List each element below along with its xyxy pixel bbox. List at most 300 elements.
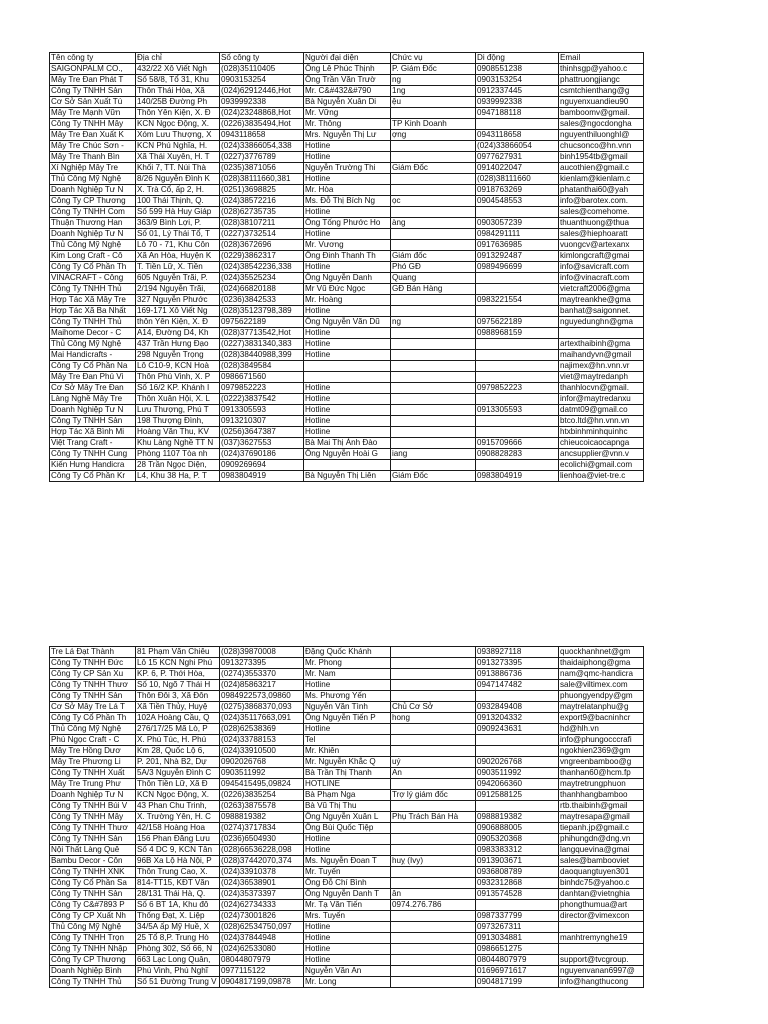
address-cell[interactable]: Số 51 Đường Trung V	[136, 977, 220, 988]
mobile-cell[interactable]: 0989496699	[476, 262, 559, 273]
company-phone-cell[interactable]: (024)38542236,338	[220, 262, 304, 273]
address-cell[interactable]: Phú Vinh, Phú Nghĩ	[136, 966, 220, 977]
column-header[interactable]: Tên công ty	[50, 53, 136, 64]
email-cell[interactable]: ancsupplier@vnn.v	[559, 449, 644, 460]
position-cell[interactable]	[391, 152, 476, 163]
representative-cell[interactable]: Hotline	[304, 229, 391, 240]
mobile-cell[interactable]: 0947188118	[476, 108, 559, 119]
position-cell[interactable]	[391, 801, 476, 812]
company-name-cell[interactable]: Công Ty TNHH Búi V	[50, 801, 136, 812]
email-cell[interactable]: sale@viltimex.com	[559, 680, 644, 691]
address-cell[interactable]: 2/194 Nguyễn Trãi,	[136, 284, 220, 295]
representative-cell[interactable]: Ông Đỗ Chí Bình	[304, 878, 391, 889]
representative-cell[interactable]: Mr. Nam	[304, 669, 391, 680]
mobile-cell[interactable]	[476, 460, 559, 471]
email-cell[interactable]: thanhhangbamboo	[559, 790, 644, 801]
company-phone-cell[interactable]: 0902026768	[220, 757, 304, 768]
position-cell[interactable]	[391, 174, 476, 185]
company-name-cell[interactable]: Mây Tre Mạnh Vữn	[50, 108, 136, 119]
mobile-cell[interactable]	[476, 801, 559, 812]
position-cell[interactable]	[391, 427, 476, 438]
mobile-cell[interactable]	[476, 394, 559, 405]
representative-cell[interactable]: Đặng Quốc Khánh	[304, 647, 391, 658]
address-cell[interactable]: X. Phú Túc, H. Phú	[136, 735, 220, 746]
position-cell[interactable]	[391, 339, 476, 350]
representative-cell[interactable]: Ông Trần Văn Trườ	[304, 75, 391, 86]
email-cell[interactable]: nguyenthiluonghl@	[559, 130, 644, 141]
company-phone-cell[interactable]: (0236)6504930	[220, 834, 304, 845]
representative-cell[interactable]: Mr. Khiên	[304, 746, 391, 757]
mobile-cell[interactable]: 0903153254	[476, 75, 559, 86]
position-cell[interactable]: ệu	[391, 97, 476, 108]
position-cell[interactable]	[391, 823, 476, 834]
position-cell[interactable]: Quang	[391, 273, 476, 284]
position-cell[interactable]: Giám đốc	[391, 251, 476, 262]
email-cell[interactable]: director@vimexcon	[559, 911, 644, 922]
company-phone-cell[interactable]: (028)38111660,381	[220, 174, 304, 185]
company-name-cell[interactable]: Xí Nghiệp Mây Tre	[50, 163, 136, 174]
representative-cell[interactable]: Bà Vũ Thị Thu	[304, 801, 391, 812]
address-cell[interactable]: Thôn Tiền Lữ, Xã Đ	[136, 779, 220, 790]
company-name-cell[interactable]: Thuận Thương Han	[50, 218, 136, 229]
representative-cell[interactable]: Nguyễn Trường Thi	[304, 163, 391, 174]
company-name-cell[interactable]: Kim Long Craft - Cô	[50, 251, 136, 262]
company-phone-cell[interactable]: 0945415495,09824	[220, 779, 304, 790]
representative-cell[interactable]: Bà Nguyễn Thị Liên	[304, 471, 391, 482]
position-cell[interactable]	[391, 438, 476, 449]
address-cell[interactable]: thôn Yên Kiện, X. Đ	[136, 317, 220, 328]
mobile-cell[interactable]: 0913903671	[476, 856, 559, 867]
position-cell[interactable]: hong	[391, 713, 476, 724]
company-name-cell[interactable]: Mây Tre Đan Phát T	[50, 75, 136, 86]
email-cell[interactable]: csmtchienthang@g	[559, 86, 644, 97]
company-phone-cell[interactable]: (024)36538901	[220, 878, 304, 889]
company-name-cell[interactable]: Kiến Hưng Handicra	[50, 460, 136, 471]
representative-cell[interactable]: Tel	[304, 735, 391, 746]
position-cell[interactable]: ng	[391, 317, 476, 328]
representative-cell[interactable]: Ông Nguyễn Danh T	[304, 889, 391, 900]
email-cell[interactable]: chieucoicaocapnga	[559, 438, 644, 449]
company-phone-cell[interactable]: (0236)3842533	[220, 295, 304, 306]
mobile-cell[interactable]: 0905320368	[476, 834, 559, 845]
position-cell[interactable]: Phó GĐ	[391, 262, 476, 273]
address-cell[interactable]: Số 01, Lý Thái Tổ, T	[136, 229, 220, 240]
company-name-cell[interactable]: Công Ty CP Thương	[50, 955, 136, 966]
email-cell[interactable]: thaidaiphong@gma	[559, 658, 644, 669]
address-cell[interactable]: 276/17/25 Mã Lò, P	[136, 724, 220, 735]
address-cell[interactable]: Km 28, Quốc Lộ 6,	[136, 746, 220, 757]
position-cell[interactable]: ng	[391, 75, 476, 86]
position-cell[interactable]: 1ng	[391, 86, 476, 97]
representative-cell[interactable]: Mr. Hòa	[304, 185, 391, 196]
mobile-cell[interactable]	[476, 691, 559, 702]
company-name-cell[interactable]: Thủ Công Mỹ Nghệ	[50, 240, 136, 251]
representative-cell[interactable]: Mr Vũ Đức Ngọc	[304, 284, 391, 295]
address-cell[interactable]: 437 Trần Hưng Đạo	[136, 339, 220, 350]
address-cell[interactable]: Thôn Phú Vinh, X. P	[136, 372, 220, 383]
mobile-cell[interactable]	[476, 746, 559, 757]
company-name-cell[interactable]: Thủ Công Mỹ Nghệ	[50, 339, 136, 350]
position-cell[interactable]	[391, 295, 476, 306]
address-cell[interactable]: Số 16/2 KP. Khánh I	[136, 383, 220, 394]
address-cell[interactable]: Số 10, Ngõ 7 Thái H	[136, 680, 220, 691]
company-name-cell[interactable]: Công Ty TNHH Sản	[50, 691, 136, 702]
mobile-cell[interactable]	[476, 339, 559, 350]
address-cell[interactable]: 605 Nguyễn Trãi, P.	[136, 273, 220, 284]
address-cell[interactable]: Lô 70 - 71, Khu Côn	[136, 240, 220, 251]
mobile-cell[interactable]: 0903057239	[476, 218, 559, 229]
company-phone-cell[interactable]: (024)73001826	[220, 911, 304, 922]
company-name-cell[interactable]: Doanh Nghiệp Bình	[50, 966, 136, 977]
mobile-cell[interactable]: 0904817199	[476, 977, 559, 988]
company-name-cell[interactable]: Công Ty Cổ Phần Th	[50, 713, 136, 724]
company-name-cell[interactable]: Hợp Tác Xã Ba Nhất	[50, 306, 136, 317]
company-phone-cell[interactable]: 0979852223	[220, 383, 304, 394]
position-cell[interactable]	[391, 372, 476, 383]
address-cell[interactable]: 432/22 Xô Viết Ngh	[136, 64, 220, 75]
email-cell[interactable]: bamboomv@gmail.	[559, 108, 644, 119]
address-cell[interactable]: T. Tiền Lữ, X. Tiền	[136, 262, 220, 273]
company-name-cell[interactable]: Công Ty CP Thương	[50, 196, 136, 207]
email-cell[interactable]: phongthumua@art	[559, 900, 644, 911]
email-cell[interactable]: quockhanhnet@gm	[559, 647, 644, 658]
representative-cell[interactable]: Ông Đinh Thanh Th	[304, 251, 391, 262]
address-cell[interactable]: 663 Lạc Long Quân,	[136, 955, 220, 966]
mobile-cell[interactable]: 0943118658	[476, 130, 559, 141]
address-cell[interactable]: 156 Phan Đăng Lưu	[136, 834, 220, 845]
email-cell[interactable]: datmt09@gmail.co	[559, 405, 644, 416]
company-phone-cell[interactable]: (0229)3862317	[220, 251, 304, 262]
email-cell[interactable]: tiepanh.jp@gmail.c	[559, 823, 644, 834]
position-cell[interactable]: Giám Đốc	[391, 163, 476, 174]
company-name-cell[interactable]: Doanh Nghiệp Tư N	[50, 185, 136, 196]
company-phone-cell[interactable]: (0226)3835494,Hot	[220, 119, 304, 130]
email-cell[interactable]: thuanthuong@thua	[559, 218, 644, 229]
representative-cell[interactable]: Mr. Vững	[304, 108, 391, 119]
representative-cell[interactable]: Ms. Đỗ Thị Bích Ng	[304, 196, 391, 207]
position-cell[interactable]: Giám Đốc	[391, 471, 476, 482]
company-phone-cell[interactable]: (028)66536228,098	[220, 845, 304, 856]
mobile-cell[interactable]: 0942066360	[476, 779, 559, 790]
company-name-cell[interactable]: Mai Handicrafts -	[50, 350, 136, 361]
address-cell[interactable]: 298 Nguyễn Trọng	[136, 350, 220, 361]
email-cell[interactable]: kimlongcraft@gmai	[559, 251, 644, 262]
mobile-cell[interactable]: 0913292487	[476, 251, 559, 262]
position-cell[interactable]	[391, 944, 476, 955]
representative-cell[interactable]: Hotline	[304, 933, 391, 944]
company-phone-cell[interactable]: (0235)3871056	[220, 163, 304, 174]
email-cell[interactable]: binhdc75@yahoo.c	[559, 878, 644, 889]
position-cell[interactable]: iang	[391, 449, 476, 460]
company-name-cell[interactable]: Doanh Nghiệp Tư N	[50, 790, 136, 801]
position-cell[interactable]	[391, 845, 476, 856]
representative-cell[interactable]: Ms. Phương Yến	[304, 691, 391, 702]
address-cell[interactable]: 43 Phan Chu Trinh,	[136, 801, 220, 812]
address-cell[interactable]: Khối 7, TT. Núi Thà	[136, 163, 220, 174]
address-cell[interactable]: 140/25B Đường Ph	[136, 97, 220, 108]
company-name-cell[interactable]: Công Ty Cổ Phần Na	[50, 361, 136, 372]
mobile-cell[interactable]: 0913886736	[476, 669, 559, 680]
position-cell[interactable]	[391, 328, 476, 339]
address-cell[interactable]: KCN Ngọc Động, X.	[136, 119, 220, 130]
position-cell[interactable]	[391, 724, 476, 735]
representative-cell[interactable]: Mrs. Nguyễn Thị Lư	[304, 130, 391, 141]
position-cell[interactable]: ân	[391, 889, 476, 900]
company-phone-cell[interactable]: 0913273395	[220, 658, 304, 669]
company-phone-cell[interactable]: 0909269694	[220, 460, 304, 471]
representative-cell[interactable]: Ông Nguyễn Tiến P	[304, 713, 391, 724]
address-cell[interactable]: KP. 6, P. Thới Hòa,	[136, 669, 220, 680]
company-phone-cell[interactable]: (028)62534750,097	[220, 922, 304, 933]
company-name-cell[interactable]: Cơ Sở Sản Xuất Tú	[50, 97, 136, 108]
position-cell[interactable]	[391, 394, 476, 405]
mobile-cell[interactable]: 0938927118	[476, 647, 559, 658]
email-cell[interactable]: nguyedunghn@gma	[559, 317, 644, 328]
company-phone-cell[interactable]: (028)38440988,399	[220, 350, 304, 361]
position-cell[interactable]	[391, 922, 476, 933]
representative-cell[interactable]: Hotline	[304, 834, 391, 845]
representative-cell[interactable]: Bà Nguyễn Xuân Di	[304, 97, 391, 108]
mobile-cell[interactable]: 0932312868	[476, 878, 559, 889]
address-cell[interactable]: Lô 15 KCN Nghi Phú	[136, 658, 220, 669]
mobile-cell[interactable]: 0913204332	[476, 713, 559, 724]
address-cell[interactable]: 169-171 Xô Viết Ng	[136, 306, 220, 317]
company-name-cell[interactable]: Tre Lá Đạt Thành	[50, 647, 136, 658]
mobile-cell[interactable]: 0913574528	[476, 889, 559, 900]
address-cell[interactable]: Xã An Hòa, Huyện K	[136, 251, 220, 262]
position-cell[interactable]	[391, 460, 476, 471]
company-name-cell[interactable]: Mây Tre Chúc Sơn -	[50, 141, 136, 152]
email-cell[interactable]: phihungdn@dng.vn	[559, 834, 644, 845]
mobile-cell[interactable]: 0915709666	[476, 438, 559, 449]
mobile-cell[interactable]: 0986651275	[476, 944, 559, 955]
email-cell[interactable]: artexthaibinh@gma	[559, 339, 644, 350]
email-cell[interactable]: maytrelatanphu@g	[559, 702, 644, 713]
representative-cell[interactable]	[304, 361, 391, 372]
email-cell[interactable]: maytresapa@gmail	[559, 812, 644, 823]
email-cell[interactable]	[559, 328, 644, 339]
representative-cell[interactable]: Hotline	[304, 845, 391, 856]
address-cell[interactable]: 28 Trần Ngọc Diện,	[136, 460, 220, 471]
address-cell[interactable]: KCN Ngọc Động, X.	[136, 790, 220, 801]
position-cell[interactable]	[391, 680, 476, 691]
company-name-cell[interactable]: Công Ty TNHH Sản	[50, 86, 136, 97]
email-cell[interactable]: banhat@saigonnet.	[559, 306, 644, 317]
position-cell[interactable]	[391, 240, 476, 251]
address-cell[interactable]: A14, Đường D4, Kh	[136, 328, 220, 339]
address-cell[interactable]: Xã Thái Xuyên, H. T	[136, 152, 220, 163]
company-phone-cell[interactable]: (024)62734333	[220, 900, 304, 911]
company-name-cell[interactable]: Công Ty TNHH Mây	[50, 119, 136, 130]
email-cell[interactable]: maihandyvn@gmail	[559, 350, 644, 361]
mobile-cell[interactable]: 0947147482	[476, 680, 559, 691]
representative-cell[interactable]	[304, 460, 391, 471]
representative-cell[interactable]	[304, 372, 391, 383]
company-name-cell[interactable]: Thủ Công Mỹ Nghệ	[50, 174, 136, 185]
email-cell[interactable]: daoquangtuyen301	[559, 867, 644, 878]
column-header[interactable]: Người đại diện	[304, 53, 391, 64]
mobile-cell[interactable]: 0912337445	[476, 86, 559, 97]
address-cell[interactable]: 28/131 Thái Hà, Q.	[136, 889, 220, 900]
company-name-cell[interactable]: Công Ty Cổ Phần Sa	[50, 878, 136, 889]
representative-cell[interactable]: Mr. Vương	[304, 240, 391, 251]
column-header[interactable]: Số công ty	[220, 53, 304, 64]
representative-cell[interactable]: Mr. C&#432&#790	[304, 86, 391, 97]
position-cell[interactable]: GĐ Bán Hàng	[391, 284, 476, 295]
company-phone-cell[interactable]: (024)33910500	[220, 746, 304, 757]
address-cell[interactable]: 25 Tổ 8,P. Trung Hò	[136, 933, 220, 944]
position-cell[interactable]	[391, 306, 476, 317]
company-name-cell[interactable]: Mây Tre Đan Phú Vi	[50, 372, 136, 383]
email-cell[interactable]: sales@hiephoaratt	[559, 229, 644, 240]
mobile-cell[interactable]: 0983804919	[476, 471, 559, 482]
email-cell[interactable]: ngokhien2369@gm	[559, 746, 644, 757]
email-cell[interactable]: infor@maytredanxu	[559, 394, 644, 405]
email-cell[interactable]: vngreenbamboo@g	[559, 757, 644, 768]
position-cell[interactable]	[391, 416, 476, 427]
position-cell[interactable]	[391, 405, 476, 416]
position-cell[interactable]	[391, 108, 476, 119]
position-cell[interactable]	[391, 735, 476, 746]
company-phone-cell[interactable]: 0975622189	[220, 317, 304, 328]
company-phone-cell[interactable]: (0274)3717834	[220, 823, 304, 834]
representative-cell[interactable]: Mr. Phong	[304, 658, 391, 669]
company-name-cell[interactable]: Maihome Decor - C	[50, 328, 136, 339]
email-cell[interactable]: sales@ngocdongha	[559, 119, 644, 130]
mobile-cell[interactable]: 0975622189	[476, 317, 559, 328]
address-cell[interactable]: Lưu Thượng, Phú T	[136, 405, 220, 416]
address-cell[interactable]: Thôn Yên Kiện, X. Đ	[136, 108, 220, 119]
address-cell[interactable]: 81 Phạm Văn Chiêu	[136, 647, 220, 658]
representative-cell[interactable]: Hotline	[304, 955, 391, 966]
position-cell[interactable]: Phụ Trách Bán Hà	[391, 812, 476, 823]
email-cell[interactable]: maytretrungphuon	[559, 779, 644, 790]
email-cell[interactable]: info@hangthucong	[559, 977, 644, 988]
company-phone-cell[interactable]: (024)33910378	[220, 867, 304, 878]
position-cell[interactable]: ợng	[391, 130, 476, 141]
address-cell[interactable]: X. Trường Yên, H. C	[136, 812, 220, 823]
position-cell[interactable]	[391, 933, 476, 944]
position-cell[interactable]	[391, 911, 476, 922]
mobile-cell[interactable]: 0912588125	[476, 790, 559, 801]
company-phone-cell[interactable]: 0983804919	[220, 471, 304, 482]
email-cell[interactable]: binh1954tb@gmail	[559, 152, 644, 163]
mobile-cell[interactable]: 0913034881	[476, 933, 559, 944]
company-name-cell[interactable]: Công Ty TNHH Thủ	[50, 317, 136, 328]
position-cell[interactable]	[391, 955, 476, 966]
company-phone-cell[interactable]: (024)37844948	[220, 933, 304, 944]
position-cell[interactable]	[391, 834, 476, 845]
company-name-cell[interactable]: Làng Nghề Mây Tre	[50, 394, 136, 405]
position-cell[interactable]: huỵ (Ivy)	[391, 856, 476, 867]
representative-cell[interactable]: Hotline	[304, 724, 391, 735]
column-header[interactable]: Địa chỉ	[136, 53, 220, 64]
mobile-cell[interactable]: 0983221554	[476, 295, 559, 306]
position-cell[interactable]	[391, 867, 476, 878]
address-cell[interactable]: Thôn Thái Hòa, Xã	[136, 86, 220, 97]
company-phone-cell[interactable]: (024)35373397	[220, 889, 304, 900]
representative-cell[interactable]: Ông Lê Phúc Thịnh	[304, 64, 391, 75]
mobile-cell[interactable]: 08044807979	[476, 955, 559, 966]
mobile-cell[interactable]	[476, 207, 559, 218]
company-phone-cell[interactable]: (0227)3732514	[220, 229, 304, 240]
mobile-cell[interactable]	[476, 416, 559, 427]
email-cell[interactable]: info@savicraft.com	[559, 262, 644, 273]
position-cell[interactable]	[391, 691, 476, 702]
company-name-cell[interactable]: Công Ty TNHH Đức	[50, 658, 136, 669]
representative-cell[interactable]: Hotline	[304, 339, 391, 350]
mobile-cell[interactable]	[476, 361, 559, 372]
position-cell[interactable]	[391, 658, 476, 669]
representative-cell[interactable]: HOTLINE	[304, 779, 391, 790]
company-phone-cell[interactable]: (024)66820188	[220, 284, 304, 295]
email-cell[interactable]: htxbinhminhquinhc	[559, 427, 644, 438]
representative-cell[interactable]: Mr. Thông	[304, 119, 391, 130]
email-cell[interactable]: manhtremynghe19	[559, 933, 644, 944]
company-phone-cell[interactable]: (024)35525234	[220, 273, 304, 284]
address-cell[interactable]: Thôn Xuân Hội, X. L	[136, 394, 220, 405]
position-cell[interactable]	[391, 878, 476, 889]
email-cell[interactable]: nguyenxuandieu90	[559, 97, 644, 108]
email-cell[interactable]: export9@bacninhcr	[559, 713, 644, 724]
address-cell[interactable]: KCN Phú Nghĩa, H.	[136, 141, 220, 152]
address-cell[interactable]: 34/5A ấp Mỹ Huề, X	[136, 922, 220, 933]
company-phone-cell[interactable]: (028)3672696	[220, 240, 304, 251]
mobile-cell[interactable]: 0988968159	[476, 328, 559, 339]
address-cell[interactable]: L4, Khu 38 Ha, P. T	[136, 471, 220, 482]
address-cell[interactable]: Số 4 DC 9, KCN Tân	[136, 845, 220, 856]
mobile-cell[interactable]: 0979852223	[476, 383, 559, 394]
representative-cell[interactable]: Hotline	[304, 350, 391, 361]
position-cell[interactable]	[391, 966, 476, 977]
email-cell[interactable]: hd@hlh.vn	[559, 724, 644, 735]
company-name-cell[interactable]: Công Ty TNHH Xuất	[50, 768, 136, 779]
company-name-cell[interactable]: Công Ty CP Xuất Nh	[50, 911, 136, 922]
company-name-cell[interactable]: Công Ty TNHH Thủ	[50, 977, 136, 988]
representative-cell[interactable]: Hotline	[304, 416, 391, 427]
email-cell[interactable]: phatanthai60@yah	[559, 185, 644, 196]
representative-cell[interactable]: Hotline	[304, 174, 391, 185]
company-name-cell[interactable]: Mây Tre Đan Xuất K	[50, 130, 136, 141]
representative-cell[interactable]: Bà Phạm Nga	[304, 790, 391, 801]
address-cell[interactable]: Xã Tiền Thủy, Huyệ	[136, 702, 220, 713]
company-name-cell[interactable]: Công Ty TNHH Thủ	[50, 284, 136, 295]
representative-cell[interactable]: Ông Bùi Quốc Tiệp	[304, 823, 391, 834]
representative-cell[interactable]: Hotline	[304, 141, 391, 152]
company-phone-cell[interactable]: (028)39870008	[220, 647, 304, 658]
email-cell[interactable]: vietcraft2006@gma	[559, 284, 644, 295]
position-cell[interactable]	[391, 746, 476, 757]
company-phone-cell[interactable]: (0274)3553370	[220, 669, 304, 680]
company-name-cell[interactable]: Mây Tre Hồng Dươ	[50, 746, 136, 757]
company-phone-cell[interactable]: (028)62735735	[220, 207, 304, 218]
representative-cell[interactable]: Mr. Long	[304, 977, 391, 988]
representative-cell[interactable]: Hotline	[304, 394, 391, 405]
representative-cell[interactable]: Ông Tống Phước Ho	[304, 218, 391, 229]
company-name-cell[interactable]: Việt Trang Craft -	[50, 438, 136, 449]
email-cell[interactable]: rtb.thaibinh@gmail	[559, 801, 644, 812]
company-name-cell[interactable]: Hợp Tác Xã Bình Mi	[50, 427, 136, 438]
mobile-cell[interactable]	[476, 427, 559, 438]
position-cell[interactable]: uý	[391, 757, 476, 768]
company-phone-cell[interactable]: (0222)3837542	[220, 394, 304, 405]
mobile-cell[interactable]: 0909243631	[476, 724, 559, 735]
company-name-cell[interactable]: Công Ty TNHH Trọn	[50, 933, 136, 944]
company-name-cell[interactable]: Doanh Nghiệp Tư N	[50, 229, 136, 240]
email-cell[interactable]: info@barotex.com.	[559, 196, 644, 207]
position-cell[interactable]	[391, 977, 476, 988]
address-cell[interactable]: Lô C10-9, KCN Hoà	[136, 361, 220, 372]
